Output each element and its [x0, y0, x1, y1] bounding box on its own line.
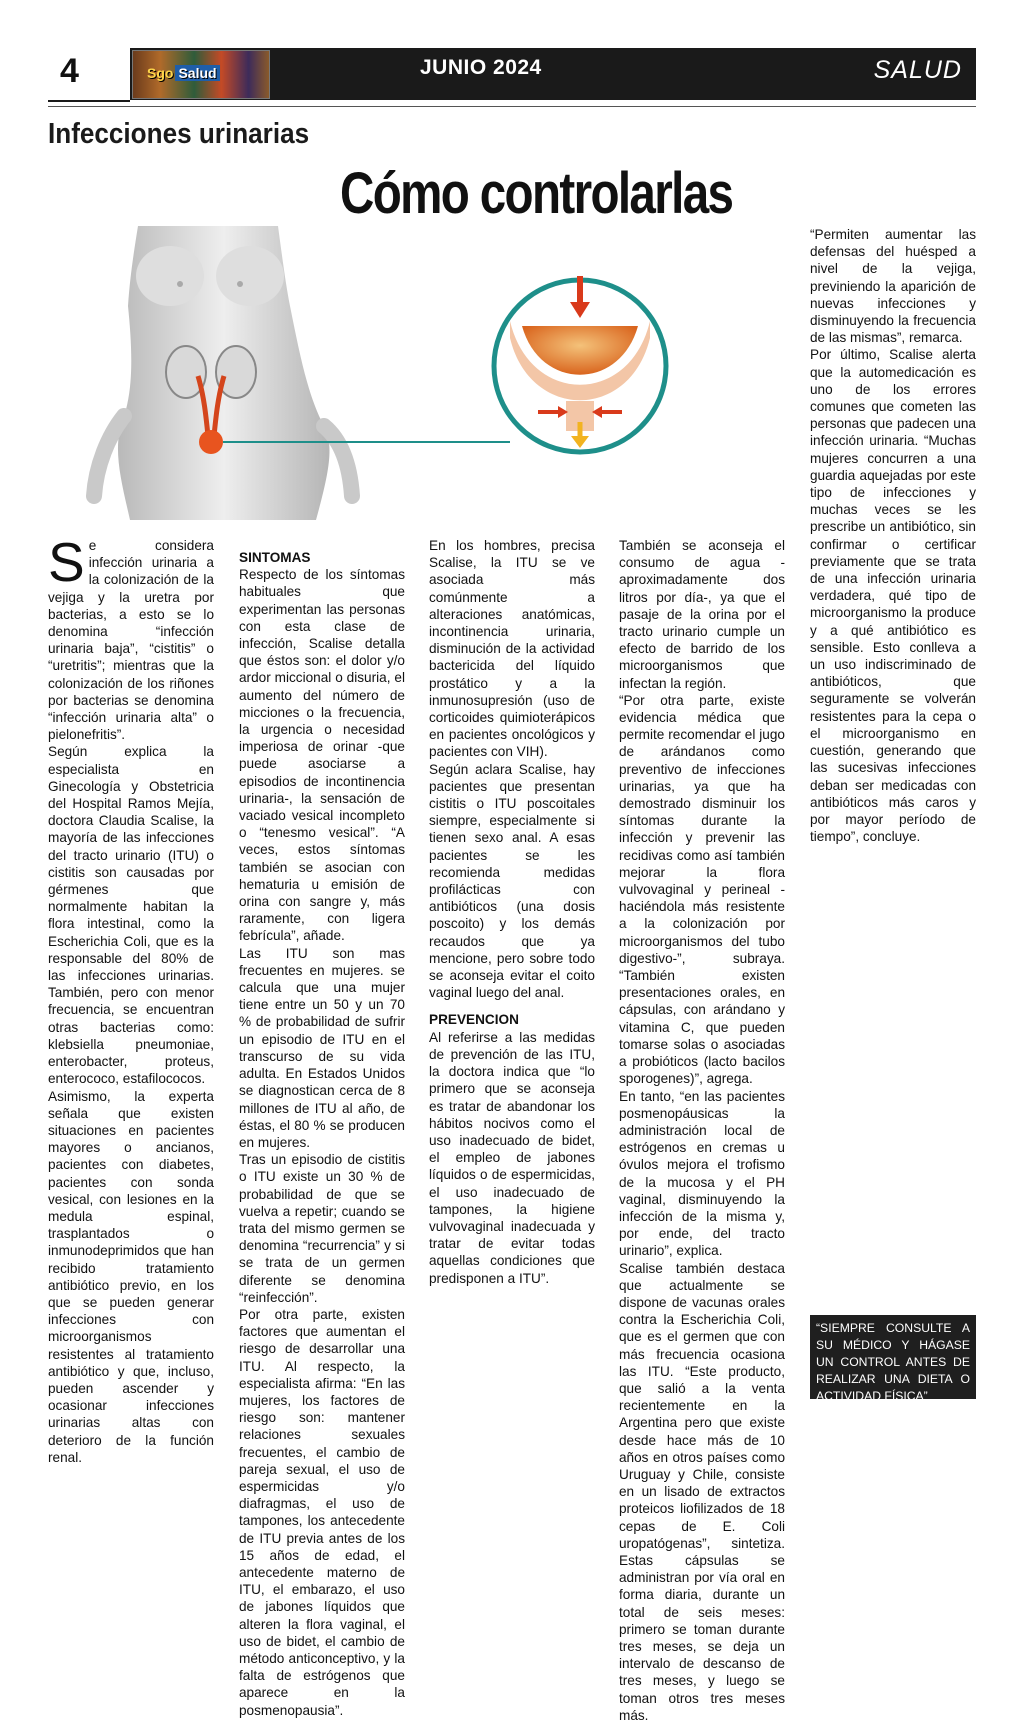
intro-text: e considera infección urinaria a la colonización de la vejiga y la uretra por bacterias, a esto se lo denomina “infección urinaria baja”, “cistitis” o “uretritis”; mientras que la colonización de los riñones por bacterias se denomina “infección urinaria alta” o pielonefritis”. — [48, 538, 214, 743]
paragraph: En los hombres, precisa Scalise, la ITU se ve asociada más comúnmente a alteraciones anatómicas, incontinencia urinaria, disminución de la actividad bactericida del líquido prostático y a la inmunosupresión (uso de corticoides quimioterápicos en pacientes oncológicos y pacientes con VIH). — [429, 538, 595, 760]
column-5 — [810, 226, 976, 1276]
logo-word-1: Sgo — [147, 65, 174, 81]
column-1 — [48, 531, 214, 1465]
article-headline: Cómo controlarlas — [340, 161, 733, 226]
paragraph: “Permiten aumentar las defensas del huésped a nivel de la vejiga, previniendo la aparición de nuevas infecciones y disminuyendo la frecuencia de las mismas”, remarca. — [810, 227, 976, 346]
page-number: 4 — [60, 52, 79, 90]
callout-box: “SIEMPRE CONSULTE A SU MÉDICO Y HÁGASE UN CONTROL ANTES DE REALIZAR UNA DIETA O ACTIVIDAD FÍSICA” — [810, 1315, 976, 1399]
intro-paragraph — [48, 531, 214, 743]
paragraph: Al referirse a las medidas de prevención de las ITU, la doctora indica que “lo primero que se aconseja es tratar de abandonar los hábitos nocivos como el uso inadecuado de bidet, el empleo de jabones líquidos o de espermicidas, el uso inadecuado de tampones, la higiene vulvovaginal inadecuada y tratar de evitar todas aquellas condiciones que predisponen a ITU”. — [429, 1029, 595, 1286]
paragraph: Según explica la especialista en Ginecología y Obstetricia del Hospital Ramos Mejía, doctora Claudia Scalise, la mayoría de las infecciones del tracto urinario (ITU) o cistitis son causadas por gérmenes que normalmente habitan la flora intestinal, como la Escherichia Coli, que es la responsable del 80% de las infecciones urinarias. También, pero con menor frecuencia, se encuentran otras bacterias como: klebsiella pneumoniae, enterobacter, proteus, enterococo, estafilococos. — [48, 744, 214, 1087]
column-4 — [619, 537, 785, 1723]
logo-word-2: Salud — [175, 65, 219, 81]
section-name: SALUD — [873, 56, 962, 84]
paragraph: Scalise también destaca que actualmente se dispone de vacunas orales contra la Escherichia Coli, que es el germen que con más frecuencia ocasiona las ITU. “Este producto, que salió a la venta recientemente en la Argentina pero que existe desde hace más de 10 años en otros países como Uruguay y Chile, consiste en un lisado de extractos proteicos liofilizados de 18 cepas de E. Coli uropatógenas”, sintetiza. Estas cápsulas se administran por vía oral en forma diaria, durante un total de seis meses: primero se toman durante tres meses, se deja un intervalo de descanso de tres meses, y luego se toman otros tres meses más. — [619, 1260, 785, 1723]
paragraph: Las ITU son mas frecuentes en mujeres. se calcula que una mujer tiene entre un 50 y un 70 % de probabilidad de sufrir un episodio de ITU en el transcurso de su vida adulta. En Estados Unidos se diagnostican cerca de 8 millones de ITU al año, de éstas, el 80 % se producen en mujeres. — [239, 945, 405, 1150]
paragraph: También se aconseja el consumo de agua -aproximadamente dos litros por día-, ya que el pasaje de la orina por el tracto urinario cumple un efecto de barrido de los microorganismos que infectan la región. — [619, 538, 785, 691]
column-2 — [239, 537, 405, 1718]
publication-logo — [132, 50, 270, 99]
prevencion-heading: PREVENCION — [429, 1012, 519, 1028]
drop-cap: S — [48, 531, 85, 593]
paragraph: Respecto de los síntomas habituales que experimentan las personas con esta clase de infección, Scalise detalla que éstos son: el dolor y/o ardor miccional o disuria, el aumento del número de micciones o la frecuencia, la urgencia o necesidad imperiosa de orinar -que puede asociarse a episodios de incontinencia urinaria-, la sensación de vaciado vesical incompleto o “tenesmo vesical”. “A veces, estos síntomas también se asocian con hematuria u emisión de orina con sangre y, más raramente, con ligera febrícula”, añade. — [239, 567, 405, 944]
header-rule — [48, 106, 976, 107]
paragraph: Por último, Scalise alerta que la automedicación es uno de los errores comunes que cometen las personas que padecen una infección urinaria. “Muchas mujeres concurren a una guardia aquejadas por este tipo de infecciones y muchas veces se les prescribe un antibiótico, sin confirmar o certificar previamente que se trata de una infección urinaria verdadera, qué tipo de microorganismo la produce y a qué antibiótico es sensible. Esto conlleva a un uso indiscriminado de antibióticos, que seguramente se volverán resistentes para la cepa o el microorganismo en cuestión, generando que las sucesivas infecciones deban ser medicadas con antibióticos más caros y por mayor período de tiempo”, concluye. — [810, 347, 976, 845]
article-kicker: Infecciones urinarias — [48, 118, 310, 150]
logo-text — [147, 65, 220, 81]
paragraph: Por otra parte, existen factores que aumentan el riesgo de desarrollar una ITU. Al respecto, la especialista afirma: “En las mujeres, los factores de riesgo son: mantener relaciones sexuales frecuentes, el cambio de pareja sexual, el uso de espermicidas y/o diafragmas, el uso de tampones, los antecedente de ITU previa antes de los 15 años de edad, el antecedente materno de ITU, el embarazo, el uso de jabones líquidos que alteren la flora vaginal, el uso de bidet, el cambio de método anticonceptivo, y la falta de estrógenos que aparece en la posmenopausia”. — [239, 1306, 405, 1718]
issue-date: JUNIO 2024 — [420, 56, 542, 79]
bladder-detail-circle — [494, 276, 666, 452]
paragraph: “Por otra parte, existe evidencia médica que permite recomendar el jugo de arándanos como preventivo de infecciones urinarias, ya que ha demostrado disminuir los síntomas durante la infección y prevenir las recidivas como así también mejorar la flora vulvovaginal y perineal -haciéndola más resistente a la colonización por microorganismos del tubo digestivo-”, subraya. “También existen presentaciones orales, en cápsulas, con arándano y vitamina C, que pueden tomarse solas o asociadas a probióticos (lacto bacilos sporogenes)”, agrega. — [619, 692, 785, 1087]
urinary-tract-illustration — [90, 226, 690, 520]
paragraph: Tras un episodio de cistitis o ITU existe un 30 % de probabilidad de que se vuelva a repetir; cuando se trata del mismo germen se denomina “recurrencia” y si se trata de un germen diferente se denomina “reinfección”. — [239, 1152, 405, 1305]
sintomas-heading: SINTOMAS — [239, 550, 311, 565]
column-3 — [429, 537, 595, 1399]
paragraph: En tanto, “en las pacientes posmenopáusicas la administración local de estrógenos en cremas u óvulos mejora el trofismo de la mucosa y el PH vaginal, disminuyendo la infección de la misma y, por ende, del tracto urinario”, explica. — [619, 1088, 785, 1259]
paragraph: Asimismo, la experta señala que existen situaciones en pacientes mayores o ancianos, pacientes con diabetes, pacientes con sonda vesical, con lesiones en la medula espinal, trasplantados o inmunodeprimidos que han recibido tratamiento antibiótico previo, en los que se pueden generar infecciones con microorganismos resistentes al tratamiento antibiótico y que, incluso, pueden ascender y ocasionar infecciones urinarias altas con deterioro de la función renal. — [48, 1088, 214, 1465]
bladder — [199, 430, 223, 454]
paragraph: Según aclara Scalise, hay pacientes que presentan cistitis o ITU poscoitales siempre, especialmente si tienen sexo anal. A esas pacientes se les recomienda medidas profilácticas con antibióticos (una dosis poscoito) y los demás recaudos que ya mencione, pero sobre todo se aconseja evitar el coito vaginal luego del anal. — [429, 761, 595, 1001]
